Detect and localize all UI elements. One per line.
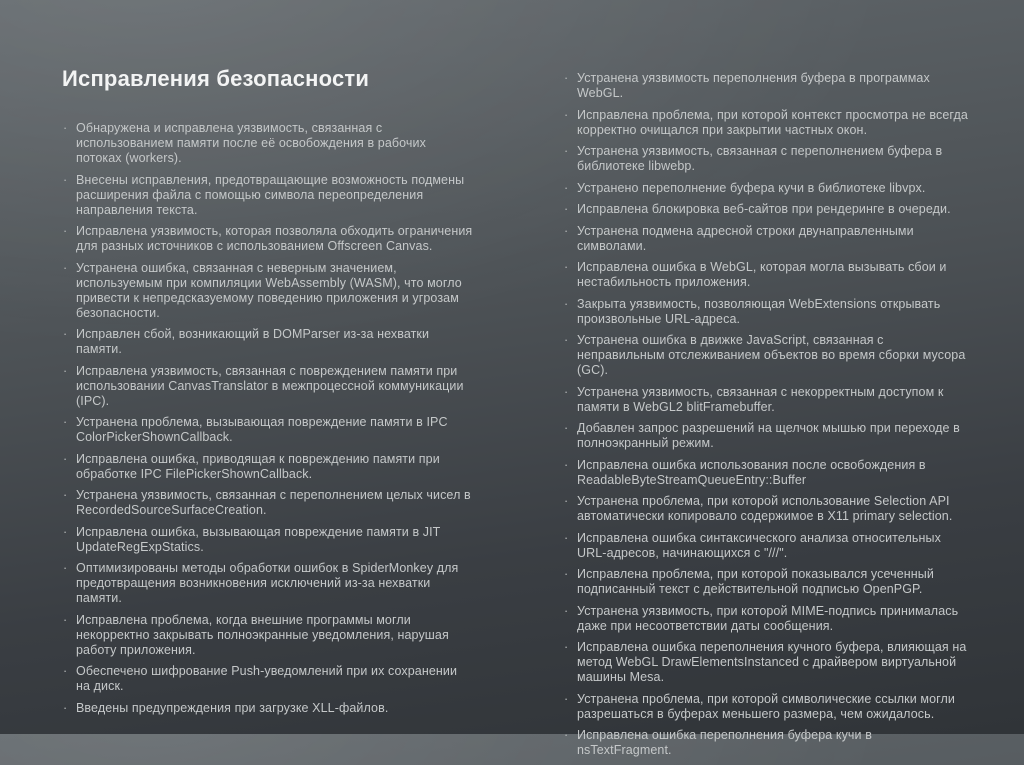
bullet-icon: · bbox=[564, 71, 569, 85]
fix-item-text: Исправлена ошибка использования после освобождения в ReadableByteStreamQueueEntry::Buffer bbox=[577, 457, 926, 487]
fix-item-text: Устранена уязвимость, при которой MIME-подпись принималась даже при несоответствии даты сообщения. bbox=[577, 603, 959, 633]
fix-item bbox=[563, 531, 969, 561]
fix-item bbox=[62, 701, 474, 716]
bullet-icon: · bbox=[564, 296, 569, 311]
fix-item-text: Устранено переполнение буфера кучи в библиотеке libvpx. bbox=[577, 180, 926, 195]
bullet-icon: · bbox=[63, 451, 68, 466]
fix-item bbox=[563, 692, 969, 722]
fix-item bbox=[62, 452, 474, 482]
right-column bbox=[563, 66, 969, 765]
fix-item bbox=[62, 121, 474, 166]
fix-item-text: Исправлена ошибка синтаксического анализа относительных URL-адресов, начинающихся с "///". bbox=[577, 530, 941, 560]
page-title: Исправления безопасности bbox=[62, 66, 370, 91]
left-column bbox=[62, 66, 474, 722]
bullet-icon: · bbox=[564, 691, 569, 706]
bullet-icon: · bbox=[63, 700, 68, 715]
bullet-icon: · bbox=[564, 384, 569, 399]
bullet-icon: · bbox=[63, 224, 68, 238]
fix-item-text: Устранена уязвимость, связанная с переполнением буфера в библиотеке libwebp. bbox=[577, 144, 943, 173]
fix-item-text: Внесены исправления, предотвращающие возможность подмены расширения файла с помощью символа переопределения направления текста. bbox=[76, 172, 465, 217]
fix-item bbox=[563, 71, 969, 101]
fix-item bbox=[563, 181, 969, 196]
fix-item-text: Исправлена уязвимость, которая позволяла обходить ограничения для разных источников с использованием Offscreen Canvas. bbox=[76, 224, 473, 253]
fix-item bbox=[563, 421, 969, 451]
fix-item bbox=[563, 494, 969, 524]
fix-item-text: Оптимизированы методы обработки ошибок в SpiderMonkey для предотвращения возникновения исключений из-за нехватки памяти. bbox=[76, 561, 459, 605]
bullet-icon: · bbox=[564, 260, 569, 274]
fix-item bbox=[62, 525, 474, 555]
fix-item-text: Введены предупреждения при загрузке XLL-файлов. bbox=[76, 700, 389, 715]
fix-item-text: Устранена ошибка, связанная с неверным значением, используемым при компиляции WebAssembly (WASM), что могло привести к непредсказуемому поведению приложения и угрозам безопасности. bbox=[76, 260, 462, 320]
bullet-icon: · bbox=[564, 728, 569, 742]
fix-item bbox=[62, 415, 474, 445]
bullet-icon: · bbox=[564, 457, 569, 472]
bullet-icon: · bbox=[564, 421, 569, 435]
fix-item-text: Устранена уязвимость переполнения буфера в программах WebGL. bbox=[577, 71, 930, 100]
fix-item-text: Устранена уязвимость, связанная с некорректным доступом к памяти в WebGL2 blitFramebuffer. bbox=[577, 384, 944, 414]
fix-item bbox=[563, 458, 969, 488]
fix-item-text: Исправлена ошибка в WebGL, которая могла вызывать сбои и нестабильность приложения. bbox=[577, 260, 947, 289]
bullet-icon: · bbox=[63, 524, 68, 539]
fix-item-text: Исправлена проблема, при которой показывался усеченный подписанный текст с действительной подписью OpenPGP. bbox=[577, 567, 934, 596]
fix-item-text: Исправлена ошибка, вызывающая повреждение памяти в JIT UpdateRegExpStatics. bbox=[76, 524, 441, 554]
fix-item bbox=[62, 488, 474, 518]
fixes-list-left bbox=[62, 121, 474, 716]
fix-item-text: Исправлена ошибка, приводящая к повреждению памяти при обработке IPC FilePickerShownCallback. bbox=[76, 451, 440, 481]
fix-item-text: Исправлена проблема, при которой контекст просмотра не всегда корректно очищался при закрытии частных окон. bbox=[577, 107, 968, 137]
bullet-icon: · bbox=[63, 664, 68, 678]
fix-item-text: Устранена ошибка в движке JavaScript, связанная с неправильным отслеживанием объектов во время сборки мусора (GC). bbox=[577, 333, 966, 377]
fix-item bbox=[563, 108, 969, 138]
fix-item-text: Исправлена блокировка веб-сайтов при рендеринге в очереди. bbox=[577, 202, 951, 216]
fix-item bbox=[563, 297, 969, 327]
bullet-icon: · bbox=[564, 494, 569, 508]
fix-item bbox=[62, 364, 474, 409]
fix-item bbox=[62, 664, 474, 694]
bullet-icon: · bbox=[63, 415, 68, 429]
fix-item bbox=[563, 260, 969, 290]
bullet-icon: · bbox=[564, 202, 569, 216]
bullet-icon: · bbox=[564, 640, 569, 654]
bullet-icon: · bbox=[63, 327, 68, 341]
bullet-icon: · bbox=[564, 530, 569, 545]
bullet-icon: · bbox=[63, 172, 68, 187]
bullet-icon: · bbox=[564, 333, 569, 347]
fix-item bbox=[563, 202, 969, 217]
fix-item bbox=[62, 224, 474, 254]
fixes-list-right bbox=[563, 66, 969, 758]
fix-item bbox=[62, 327, 474, 357]
bullet-icon: · bbox=[564, 223, 569, 238]
bullet-icon: · bbox=[63, 612, 68, 627]
bullet-icon: · bbox=[564, 144, 569, 158]
fix-item bbox=[62, 561, 474, 606]
fix-item-text: Исправлена ошибка переполнения кучного буфера, влияющая на метод WebGL DrawElementsInstanced с драйвером виртуальной машины Mesa. bbox=[577, 640, 967, 684]
fix-item-text: Устранена проблема, при которой использование Selection API автоматически копировало содержимое в X11 primary selection. bbox=[577, 494, 953, 523]
fix-item-text: Исправлен сбой, возникающий в DOMParser из-за нехватки памяти. bbox=[76, 327, 430, 356]
bullet-icon: · bbox=[564, 603, 569, 618]
fix-item bbox=[563, 224, 969, 254]
fix-item-text: Устранена подмена адресной строки двунаправленными символами. bbox=[577, 223, 914, 253]
fix-item bbox=[62, 613, 474, 658]
fix-item-text: Устранена проблема, вызывающая повреждение памяти в IPC ColorPickerShownCallback. bbox=[76, 415, 448, 444]
fix-item-text: Исправлена проблема, когда внешние программы могли некорректно закрывать полноэкранные уведомления, нарушая работу приложения. bbox=[76, 612, 449, 657]
bullet-icon: · bbox=[63, 121, 68, 135]
fix-item-text: Обнаружена и исправлена уязвимость, связанная с использованием памяти после её освобождения в рабочих потоках (workers). bbox=[76, 121, 426, 165]
fix-item bbox=[563, 385, 969, 415]
bullet-icon: · bbox=[63, 363, 68, 378]
fix-item-text: Добавлен запрос разрешений на щелчок мышью при переходе в полноэкранный режим. bbox=[577, 421, 960, 450]
fix-item-text: Устранена проблема, при которой символические ссылки могли разрешаться в буферах меньшего размера, чем ожидалось. bbox=[577, 691, 956, 721]
fix-item-text: Исправлена ошибка переполнения буфера кучи в nsTextFragment. bbox=[577, 728, 872, 757]
bullet-icon: · bbox=[564, 180, 569, 195]
fix-item-text: Обеспечено шифрование Push-уведомлений при их сохранении на диск. bbox=[76, 664, 458, 693]
bullet-icon: · bbox=[564, 567, 569, 581]
fix-item-text: Исправлена уязвимость, связанная с повреждением памяти при использовании CanvasTranslator в межпроцессной коммуникации (IPC). bbox=[76, 363, 464, 408]
fix-item-text: Устранена уязвимость, связанная с переполнением целых чисел в RecordedSourceSurfaceCreation. bbox=[76, 488, 471, 517]
fix-item bbox=[563, 333, 969, 378]
bullet-icon: · bbox=[63, 260, 68, 275]
fix-item bbox=[563, 728, 969, 758]
fix-item bbox=[563, 640, 969, 685]
fix-item bbox=[563, 567, 969, 597]
bullet-icon: · bbox=[63, 561, 68, 575]
fix-item-text: Закрыта уязвимость, позволяющая WebExtensions открывать произвольные URL-адреса. bbox=[577, 296, 941, 326]
fix-item bbox=[62, 261, 474, 321]
fix-item bbox=[62, 173, 474, 218]
fix-item bbox=[563, 604, 969, 634]
bullet-icon: · bbox=[564, 107, 569, 122]
fix-item bbox=[563, 144, 969, 174]
bullet-icon: · bbox=[63, 488, 68, 502]
